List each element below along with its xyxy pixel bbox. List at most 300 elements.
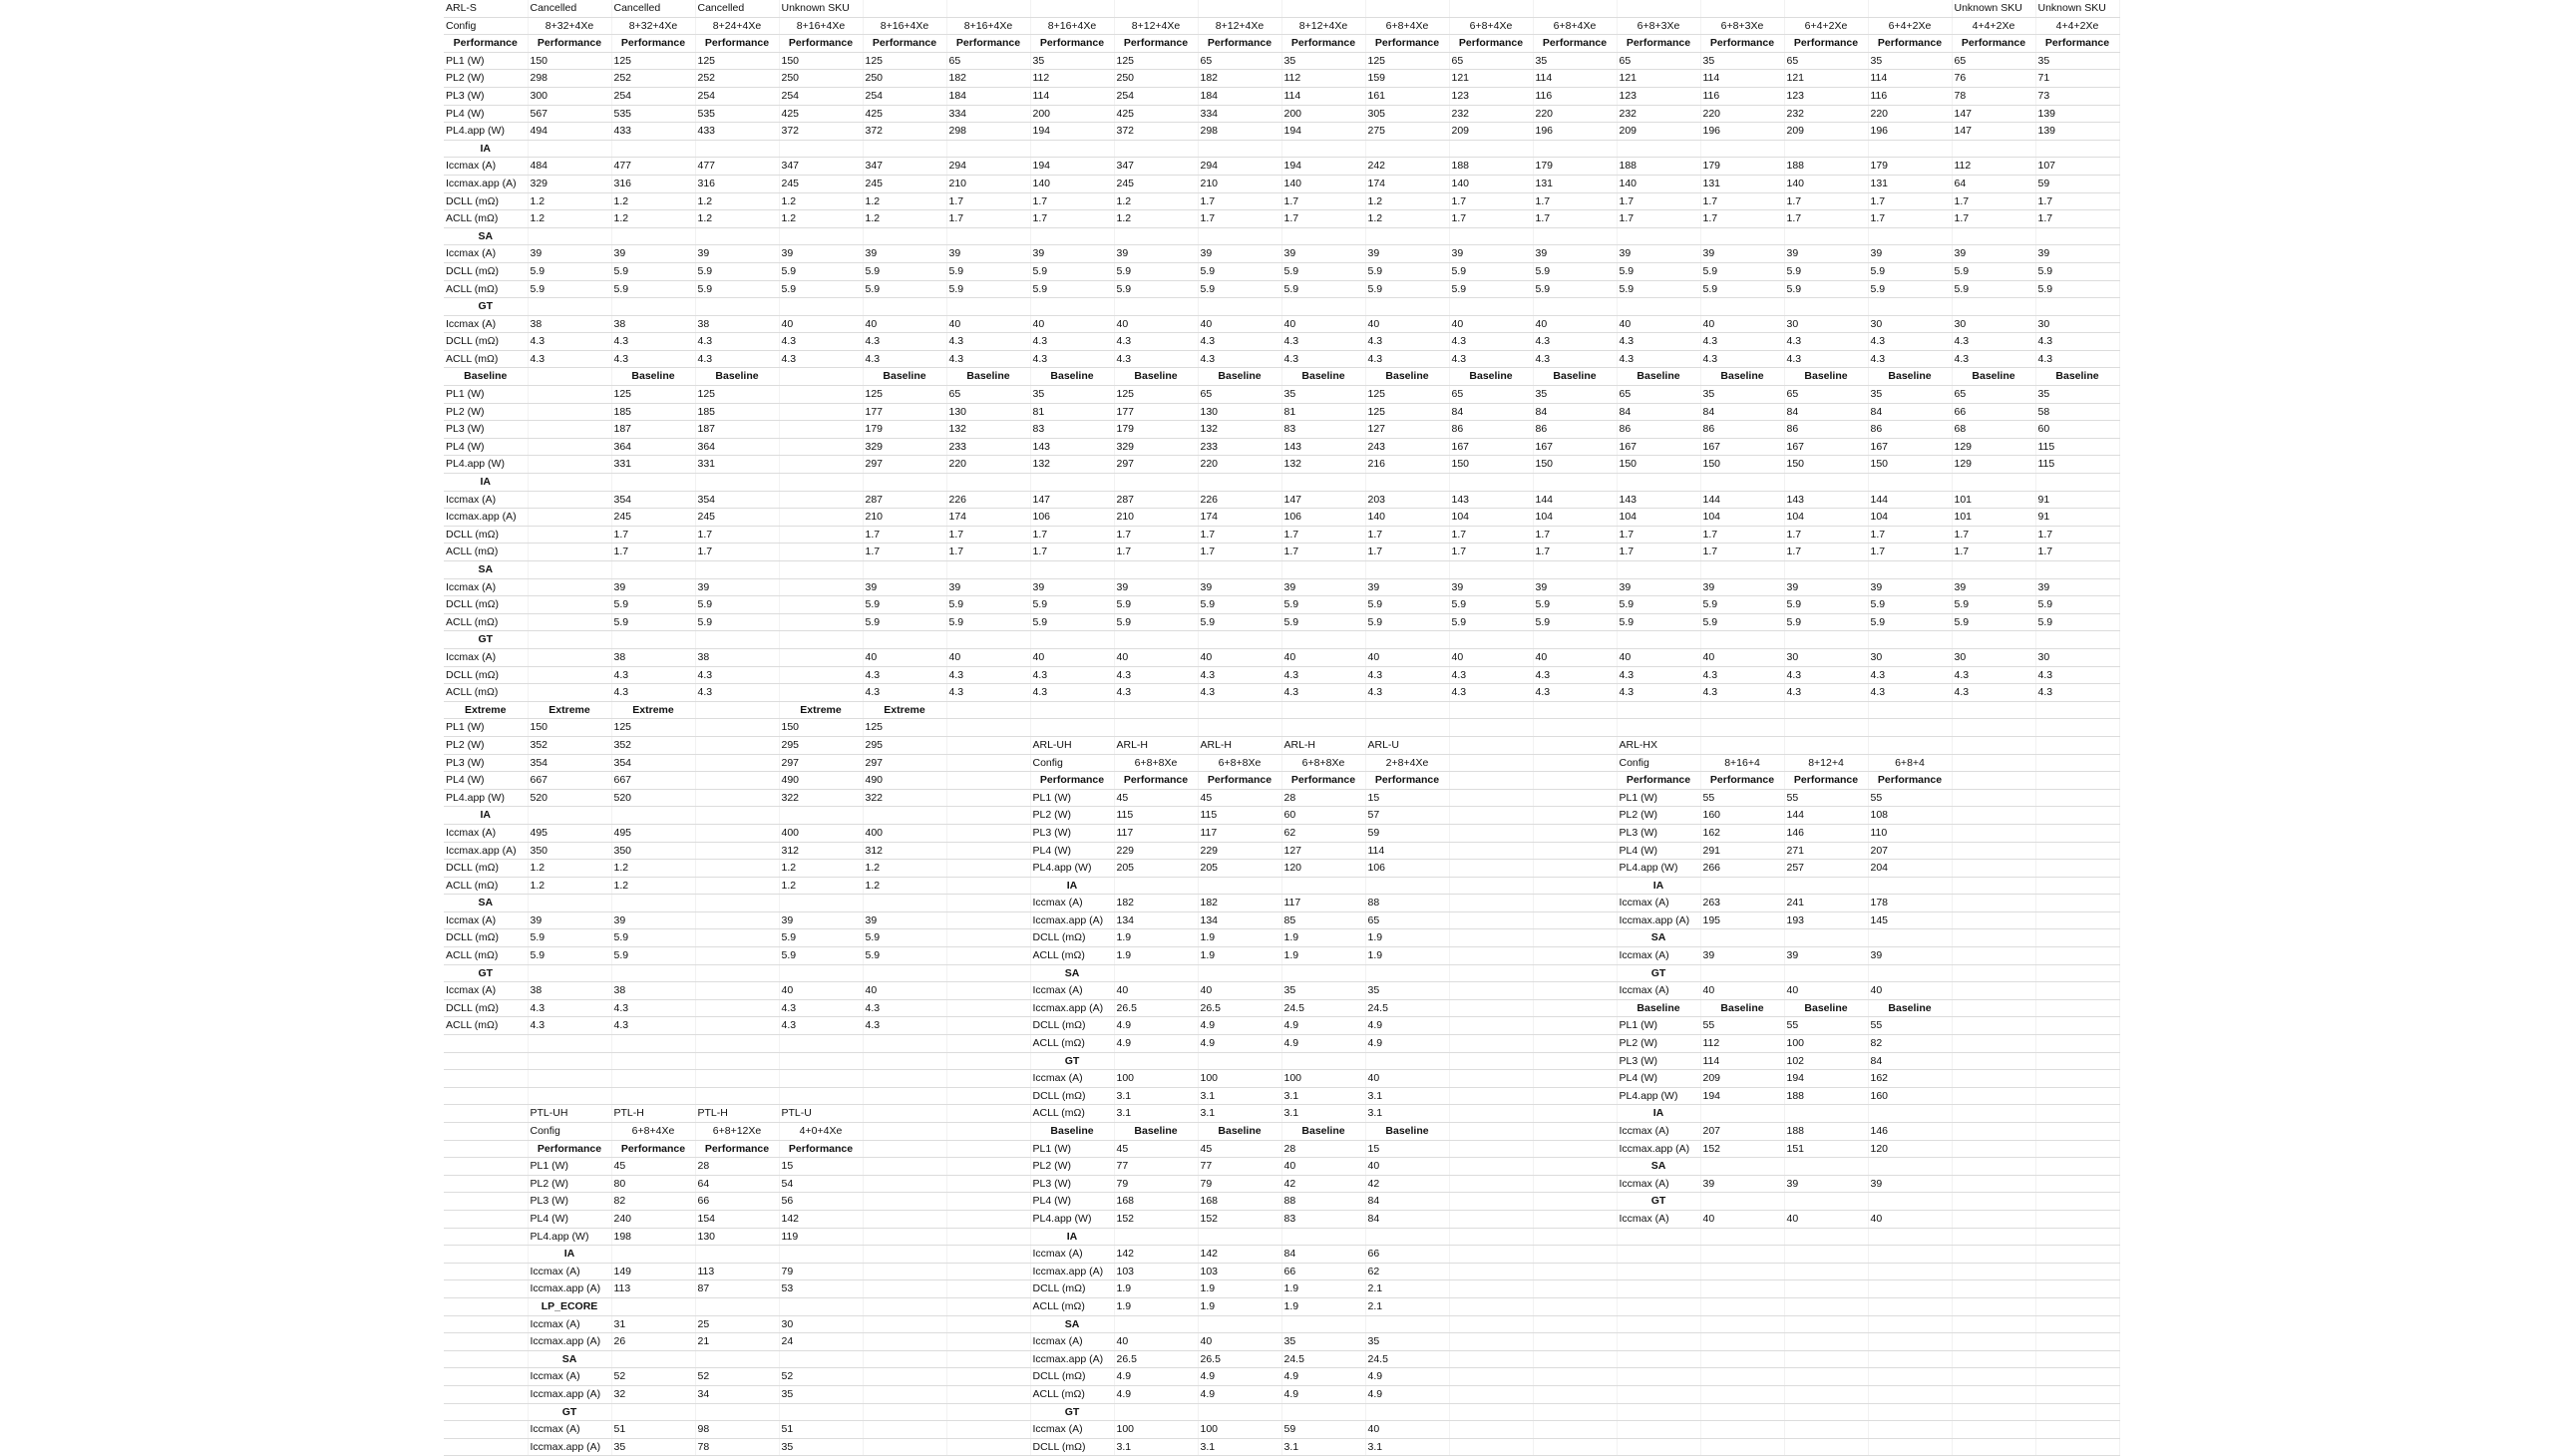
table-cell[interactable]: 40	[863, 315, 946, 333]
table-cell[interactable]: 4.3	[1617, 333, 1700, 351]
table-cell[interactable]: 4.3	[528, 1017, 611, 1035]
table-cell[interactable]: Baseline	[1617, 999, 1700, 1017]
table-cell[interactable]: 5.9	[1700, 596, 1784, 614]
table-cell[interactable]: 4.9	[1281, 1017, 1365, 1035]
table-cell[interactable]	[1700, 1297, 1784, 1315]
table-cell[interactable]	[1533, 1228, 1617, 1246]
table-cell[interactable]: 35	[779, 1385, 863, 1403]
table-cell[interactable]: 4.3	[1365, 684, 1449, 702]
table-cell[interactable]: 4.3	[1114, 333, 1198, 351]
table-cell[interactable]: DCLL (mΩ)	[1030, 1280, 1114, 1298]
table-cell[interactable]	[1617, 227, 1700, 245]
table-cell[interactable]: 5.9	[1198, 596, 1281, 614]
table-cell[interactable]	[779, 1035, 863, 1053]
table-cell[interactable]: 35	[1281, 52, 1365, 70]
table-cell[interactable]: 39	[1784, 947, 1868, 965]
table-cell[interactable]: 39	[863, 911, 946, 929]
table-cell[interactable]: 4.3	[1281, 333, 1365, 351]
table-cell[interactable]: 125	[1365, 52, 1449, 70]
table-cell[interactable]: 354	[695, 491, 779, 509]
table-cell[interactable]: 39	[1952, 578, 2035, 596]
table-cell[interactable]: 35	[611, 1438, 695, 1456]
table-cell[interactable]: 132	[1198, 421, 1281, 439]
table-cell[interactable]	[1449, 929, 1533, 947]
table-cell[interactable]	[1952, 1087, 2035, 1105]
table-cell[interactable]	[1114, 474, 1198, 492]
table-cell[interactable]	[611, 1035, 695, 1053]
table-cell[interactable]	[946, 824, 1030, 842]
table-cell[interactable]: 5.9	[946, 262, 1030, 280]
table-cell[interactable]: DCLL (mΩ)	[444, 860, 528, 878]
table-cell[interactable]	[2035, 1403, 2119, 1421]
table-cell[interactable]: 167	[1449, 438, 1533, 456]
table-cell[interactable]: 55	[1868, 1017, 1952, 1035]
table-cell[interactable]: 4.9	[1365, 1017, 1449, 1035]
table-cell[interactable]	[1952, 701, 2035, 719]
table-cell[interactable]: Performance	[1281, 35, 1365, 53]
table-cell[interactable]: 1.7	[1533, 210, 1617, 228]
table-cell[interactable]: 39	[779, 245, 863, 263]
table-cell[interactable]	[779, 561, 863, 579]
table-cell[interactable]: Performance	[1868, 35, 1952, 53]
table-cell[interactable]	[1784, 0, 1868, 17]
table-cell[interactable]: 1.7	[1030, 526, 1114, 544]
table-cell[interactable]: 39	[1700, 1175, 1784, 1193]
table-cell[interactable]: DCLL (mΩ)	[1030, 929, 1114, 947]
table-cell[interactable]	[1700, 1350, 1784, 1368]
table-cell[interactable]: 5.9	[611, 280, 695, 298]
table-cell[interactable]: Unknown SKU	[779, 0, 863, 17]
table-cell[interactable]: Baseline	[1533, 368, 1617, 386]
table-cell[interactable]	[444, 1385, 528, 1403]
table-cell[interactable]: 39	[2035, 245, 2119, 263]
table-cell[interactable]: 5.9	[779, 280, 863, 298]
table-cell[interactable]: Baseline	[1868, 999, 1952, 1017]
table-cell[interactable]: 8+24+4Xe	[695, 17, 779, 35]
table-cell[interactable]: 146	[1868, 1123, 1952, 1141]
table-cell[interactable]	[1868, 1158, 1952, 1176]
table-cell[interactable]	[1198, 1052, 1281, 1070]
table-cell[interactable]: 38	[695, 648, 779, 666]
table-cell[interactable]: 45	[1114, 789, 1198, 807]
table-cell[interactable]: 1.9	[1198, 947, 1281, 965]
table-cell[interactable]	[1533, 911, 1617, 929]
table-cell[interactable]: Performance	[1700, 35, 1784, 53]
table-cell[interactable]	[1533, 1385, 1617, 1403]
table-cell[interactable]: 65	[1449, 386, 1533, 404]
table-cell[interactable]: 39	[1533, 245, 1617, 263]
table-cell[interactable]	[528, 613, 611, 631]
table-cell[interactable]: Unknown SKU	[2035, 0, 2119, 17]
table-cell[interactable]: Baseline	[1365, 368, 1449, 386]
table-cell[interactable]	[1533, 1210, 1617, 1228]
table-cell[interactable]	[1030, 0, 1114, 17]
table-cell[interactable]: 207	[1868, 842, 1952, 860]
table-cell[interactable]: 233	[1198, 438, 1281, 456]
table-cell[interactable]: 91	[2035, 491, 2119, 509]
table-cell[interactable]	[1449, 1070, 1533, 1088]
table-cell[interactable]: 1.7	[863, 526, 946, 544]
table-cell[interactable]	[528, 631, 611, 649]
table-cell[interactable]	[1952, 1333, 2035, 1351]
table-cell[interactable]: 140	[1365, 509, 1449, 527]
table-cell[interactable]: 5.9	[1030, 280, 1114, 298]
table-cell[interactable]	[1365, 561, 1449, 579]
table-cell[interactable]: 125	[1114, 52, 1198, 70]
table-cell[interactable]: 364	[695, 438, 779, 456]
table-cell[interactable]	[946, 842, 1030, 860]
table-cell[interactable]: 30	[1784, 648, 1868, 666]
table-cell[interactable]: 194	[1281, 123, 1365, 141]
table-cell[interactable]: 35	[1030, 386, 1114, 404]
table-cell[interactable]: PL1 (W)	[444, 386, 528, 404]
table-cell[interactable]	[1449, 1246, 1533, 1264]
table-cell[interactable]: PTL-UH	[528, 1105, 611, 1123]
table-cell[interactable]: 226	[946, 491, 1030, 509]
table-cell[interactable]	[1784, 1263, 1868, 1280]
table-cell[interactable]	[1449, 1315, 1533, 1333]
table-cell[interactable]: 30	[2035, 648, 2119, 666]
table-cell[interactable]: 1.2	[528, 210, 611, 228]
table-cell[interactable]: 6+8+8Xe	[1281, 754, 1365, 772]
table-cell[interactable]: PL4 (W)	[444, 772, 528, 790]
table-cell[interactable]: 1.7	[695, 526, 779, 544]
table-cell[interactable]: 4.3	[1114, 666, 1198, 684]
table-cell[interactable]: 38	[528, 982, 611, 1000]
table-cell[interactable]: 120	[1868, 1140, 1952, 1158]
table-cell[interactable]	[1114, 701, 1198, 719]
table-cell[interactable]	[528, 491, 611, 509]
table-cell[interactable]: 4.9	[1281, 1368, 1365, 1386]
table-cell[interactable]	[528, 684, 611, 702]
table-cell[interactable]	[1617, 1280, 1700, 1298]
table-cell[interactable]	[1617, 0, 1700, 17]
table-cell[interactable]: 40	[1281, 315, 1365, 333]
table-cell[interactable]: 39	[695, 578, 779, 596]
table-cell[interactable]	[2035, 754, 2119, 772]
table-cell[interactable]: 84	[1365, 1210, 1449, 1228]
table-cell[interactable]: 329	[863, 438, 946, 456]
table-cell[interactable]: SA	[444, 895, 528, 912]
table-cell[interactable]: ARL-U	[1365, 736, 1449, 754]
table-cell[interactable]: Baseline	[946, 368, 1030, 386]
table-cell[interactable]	[444, 1368, 528, 1386]
table-cell[interactable]: 39	[1868, 1175, 1952, 1193]
table-cell[interactable]	[863, 1350, 946, 1368]
table-cell[interactable]: 62	[1365, 1263, 1449, 1280]
table-cell[interactable]	[1533, 1333, 1617, 1351]
table-cell[interactable]: 125	[1365, 403, 1449, 421]
table-cell[interactable]: 1.7	[1281, 192, 1365, 210]
table-cell[interactable]	[863, 1228, 946, 1246]
table-cell[interactable]: 86	[1868, 421, 1952, 439]
table-cell[interactable]	[528, 509, 611, 527]
table-cell[interactable]: 1.2	[695, 192, 779, 210]
table-cell[interactable]: 59	[1365, 824, 1449, 842]
table-cell[interactable]	[1533, 1070, 1617, 1088]
table-cell[interactable]	[1449, 298, 1533, 316]
table-cell[interactable]	[444, 1070, 528, 1088]
table-cell[interactable]: 4.3	[863, 999, 946, 1017]
table-cell[interactable]	[1449, 807, 1533, 825]
table-cell[interactable]: 45	[1198, 789, 1281, 807]
table-cell[interactable]	[1784, 227, 1868, 245]
table-cell[interactable]	[1114, 964, 1198, 982]
table-cell[interactable]	[946, 1333, 1030, 1351]
table-cell[interactable]	[1700, 877, 1784, 895]
table-cell[interactable]: 5.9	[1617, 596, 1700, 614]
table-cell[interactable]: 106	[1365, 860, 1449, 878]
table-cell[interactable]	[1868, 1193, 1952, 1211]
table-cell[interactable]: 1.7	[2035, 192, 2119, 210]
table-cell[interactable]: 3.1	[1365, 1105, 1449, 1123]
table-cell[interactable]: 1.9	[1281, 947, 1365, 965]
table-cell[interactable]: 39	[1952, 245, 2035, 263]
table-cell[interactable]	[1784, 1368, 1868, 1386]
table-cell[interactable]: Iccmax.app (A)	[528, 1333, 611, 1351]
table-cell[interactable]	[1365, 719, 1449, 737]
table-cell[interactable]	[1952, 824, 2035, 842]
table-cell[interactable]: 372	[779, 123, 863, 141]
table-cell[interactable]: DCLL (mΩ)	[444, 666, 528, 684]
table-cell[interactable]: 5.9	[863, 613, 946, 631]
table-cell[interactable]	[1449, 1385, 1533, 1403]
table-cell[interactable]: 131	[1868, 175, 1952, 192]
table-cell[interactable]: 245	[1114, 175, 1198, 192]
table-cell[interactable]: 266	[1700, 860, 1784, 878]
table-cell[interactable]: 81	[1281, 403, 1365, 421]
table-cell[interactable]: 1.7	[1868, 192, 1952, 210]
table-cell[interactable]: 117	[1281, 895, 1365, 912]
table-cell[interactable]	[1784, 1105, 1868, 1123]
table-cell[interactable]	[1198, 877, 1281, 895]
table-cell[interactable]: 3.1	[1198, 1087, 1281, 1105]
table-cell[interactable]	[1952, 807, 2035, 825]
table-cell[interactable]	[779, 964, 863, 982]
table-cell[interactable]	[1533, 1105, 1617, 1123]
table-cell[interactable]: 1.2	[611, 877, 695, 895]
table-cell[interactable]: PL1 (W)	[1030, 1140, 1114, 1158]
table-cell[interactable]: 121	[1784, 70, 1868, 88]
table-cell[interactable]: 194	[1281, 158, 1365, 176]
table-cell[interactable]: 4.3	[1365, 666, 1449, 684]
table-cell[interactable]	[863, 1193, 946, 1211]
table-cell[interactable]	[1700, 0, 1784, 17]
table-cell[interactable]: 316	[611, 175, 695, 192]
table-cell[interactable]	[2035, 1263, 2119, 1280]
table-cell[interactable]	[695, 877, 779, 895]
table-cell[interactable]	[1533, 947, 1617, 965]
table-cell[interactable]: 66	[1952, 403, 2035, 421]
table-cell[interactable]	[1449, 1368, 1533, 1386]
table-cell[interactable]: 86	[1700, 421, 1784, 439]
table-cell[interactable]: 4.3	[1533, 666, 1617, 684]
table-cell[interactable]	[1700, 736, 1784, 754]
table-cell[interactable]	[1952, 772, 2035, 790]
table-cell[interactable]	[1114, 1315, 1198, 1333]
table-cell[interactable]	[528, 596, 611, 614]
table-cell[interactable]	[1617, 298, 1700, 316]
table-cell[interactable]	[1952, 474, 2035, 492]
table-cell[interactable]	[1198, 0, 1281, 17]
table-cell[interactable]	[1533, 1246, 1617, 1264]
table-cell[interactable]: Baseline	[2035, 368, 2119, 386]
table-cell[interactable]	[528, 526, 611, 544]
table-cell[interactable]: 1.2	[863, 860, 946, 878]
table-cell[interactable]	[1449, 1263, 1533, 1280]
table-cell[interactable]: 5.9	[1533, 613, 1617, 631]
table-cell[interactable]	[1784, 719, 1868, 737]
table-cell[interactable]: 1.9	[1198, 1280, 1281, 1298]
table-cell[interactable]	[1533, 772, 1617, 790]
table-cell[interactable]	[946, 947, 1030, 965]
table-cell[interactable]: 40	[1868, 1210, 1952, 1228]
table-cell[interactable]: ACLL (mΩ)	[1030, 1385, 1114, 1403]
table-cell[interactable]	[1114, 1228, 1198, 1246]
table-cell[interactable]	[1868, 1297, 1952, 1315]
table-cell[interactable]: ACLL (mΩ)	[444, 350, 528, 368]
table-cell[interactable]: 4.9	[1198, 1385, 1281, 1403]
table-cell[interactable]	[946, 929, 1030, 947]
table-cell[interactable]: 354	[611, 754, 695, 772]
table-cell[interactable]: Extreme	[779, 701, 863, 719]
table-cell[interactable]: 5.9	[1617, 262, 1700, 280]
table-cell[interactable]	[1952, 1105, 2035, 1123]
table-cell[interactable]: 4.3	[695, 666, 779, 684]
table-cell[interactable]: 39	[1449, 578, 1533, 596]
table-cell[interactable]: 1.7	[1617, 544, 1700, 561]
table-cell[interactable]: Performance	[863, 35, 946, 53]
table-cell[interactable]: 125	[695, 52, 779, 70]
table-cell[interactable]: 134	[1198, 911, 1281, 929]
table-cell[interactable]: 40	[1449, 315, 1533, 333]
table-cell[interactable]: 64	[695, 1175, 779, 1193]
table-cell[interactable]	[1198, 1228, 1281, 1246]
table-cell[interactable]: 220	[1533, 105, 1617, 123]
table-cell[interactable]: 254	[863, 87, 946, 105]
table-cell[interactable]	[528, 544, 611, 561]
table-cell[interactable]: 297	[779, 754, 863, 772]
table-cell[interactable]	[611, 1070, 695, 1088]
table-cell[interactable]	[946, 807, 1030, 825]
table-cell[interactable]: 1.7	[1198, 210, 1281, 228]
table-cell[interactable]: 347	[863, 158, 946, 176]
table-cell[interactable]: 101	[1952, 491, 2035, 509]
table-cell[interactable]: Iccmax.app (A)	[1030, 1263, 1114, 1280]
table-cell[interactable]: 187	[695, 421, 779, 439]
table-cell[interactable]: Cancelled	[528, 0, 611, 17]
table-cell[interactable]	[444, 1087, 528, 1105]
table-cell[interactable]: 4.3	[1114, 684, 1198, 702]
table-cell[interactable]	[863, 1403, 946, 1421]
table-cell[interactable]: 1.2	[611, 860, 695, 878]
table-cell[interactable]: 1.7	[1533, 192, 1617, 210]
table-cell[interactable]	[1617, 1315, 1700, 1333]
table-cell[interactable]	[1449, 1350, 1533, 1368]
table-cell[interactable]	[946, 1385, 1030, 1403]
table-cell[interactable]	[1533, 1052, 1617, 1070]
table-cell[interactable]	[1784, 929, 1868, 947]
table-cell[interactable]: 535	[611, 105, 695, 123]
table-cell[interactable]: 26.5	[1198, 1350, 1281, 1368]
table-cell[interactable]: 1.7	[2035, 210, 2119, 228]
table-cell[interactable]: 1.2	[695, 210, 779, 228]
table-cell[interactable]	[779, 474, 863, 492]
table-cell[interactable]: 4.3	[1952, 684, 2035, 702]
table-cell[interactable]	[1784, 1228, 1868, 1246]
table-cell[interactable]: 84	[1617, 403, 1700, 421]
table-cell[interactable]	[946, 895, 1030, 912]
table-cell[interactable]: 100	[1198, 1070, 1281, 1088]
table-cell[interactable]	[946, 1210, 1030, 1228]
table-cell[interactable]: 400	[779, 824, 863, 842]
table-cell[interactable]	[1449, 860, 1533, 878]
table-cell[interactable]: 5.9	[1868, 262, 1952, 280]
table-cell[interactable]: 55	[1700, 789, 1784, 807]
table-cell[interactable]: 1.2	[779, 877, 863, 895]
table-cell[interactable]	[1700, 1246, 1784, 1264]
table-cell[interactable]: Iccmax (A)	[444, 982, 528, 1000]
table-cell[interactable]: 294	[946, 158, 1030, 176]
table-cell[interactable]	[1868, 474, 1952, 492]
table-cell[interactable]	[1449, 1158, 1533, 1176]
table-cell[interactable]	[1700, 298, 1784, 316]
table-cell[interactable]	[1114, 877, 1198, 895]
table-cell[interactable]	[1533, 561, 1617, 579]
table-cell[interactable]: 1.7	[1114, 526, 1198, 544]
table-cell[interactable]: 38	[611, 982, 695, 1000]
table-cell[interactable]: 5.9	[528, 929, 611, 947]
table-cell[interactable]	[1449, 1297, 1533, 1315]
table-cell[interactable]: 8+32+4Xe	[528, 17, 611, 35]
table-cell[interactable]	[946, 964, 1030, 982]
table-cell[interactable]: 5.9	[1114, 262, 1198, 280]
table-cell[interactable]	[946, 1315, 1030, 1333]
table-cell[interactable]: 254	[695, 87, 779, 105]
table-cell[interactable]: 1.7	[611, 526, 695, 544]
table-cell[interactable]: Baseline	[1114, 1123, 1198, 1141]
table-cell[interactable]: 55	[1868, 789, 1952, 807]
table-cell[interactable]: 4.3	[1114, 350, 1198, 368]
table-cell[interactable]	[946, 1297, 1030, 1315]
table-cell[interactable]: 40	[1533, 648, 1617, 666]
table-cell[interactable]	[2035, 1228, 2119, 1246]
table-cell[interactable]	[1952, 1140, 2035, 1158]
table-cell[interactable]	[1952, 736, 2035, 754]
table-cell[interactable]: 40	[1365, 315, 1449, 333]
table-cell[interactable]: 4.3	[1281, 684, 1365, 702]
table-cell[interactable]: 40	[779, 982, 863, 1000]
table-cell[interactable]: 115	[1114, 807, 1198, 825]
table-cell[interactable]	[946, 1052, 1030, 1070]
table-cell[interactable]: 40	[1365, 1421, 1449, 1439]
table-cell[interactable]	[1533, 964, 1617, 982]
table-cell[interactable]	[2035, 1210, 2119, 1228]
table-cell[interactable]: 40	[1198, 1333, 1281, 1351]
table-cell[interactable]: 5.9	[1365, 613, 1449, 631]
table-cell[interactable]	[1449, 1228, 1533, 1246]
table-cell[interactable]: 1.7	[1952, 544, 2035, 561]
table-cell[interactable]: Iccmax (A)	[444, 315, 528, 333]
table-cell[interactable]: 56	[779, 1193, 863, 1211]
table-cell[interactable]: 4.3	[1868, 350, 1952, 368]
table-cell[interactable]: PL4.app (W)	[1617, 1087, 1700, 1105]
table-cell[interactable]: Performance	[1617, 772, 1700, 790]
table-cell[interactable]: 5.9	[863, 596, 946, 614]
table-cell[interactable]	[1365, 1315, 1449, 1333]
table-cell[interactable]	[1449, 474, 1533, 492]
table-cell[interactable]: 65	[1365, 911, 1449, 929]
